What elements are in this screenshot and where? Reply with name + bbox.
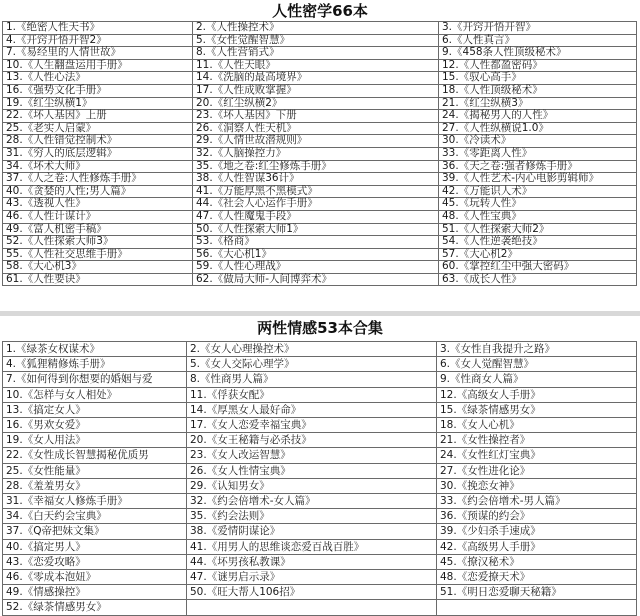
book-title-cell: 13.《人性心法》 — [3, 72, 193, 85]
book-title-cell: 25.《女性能量》 — [3, 463, 187, 478]
book-title-cell: 36.《天之卷:强者修炼手册》 — [439, 160, 637, 173]
table-row — [3, 478, 637, 493]
table-row — [3, 494, 637, 509]
book-title-cell: 29.《认知男女》 — [187, 478, 437, 493]
table-row — [3, 236, 637, 249]
book-title-cell: 48.《恋爱撩天术》 — [437, 570, 637, 585]
book-title-cell: 30.《冷读术》 — [439, 135, 637, 148]
book-title-cell: 16.《男欢女爱》 — [3, 418, 187, 433]
book-title-cell: 32.《人脑操控力》 — [193, 147, 439, 160]
book-title-cell: 23.《坏人基因》下册 — [193, 110, 439, 123]
book-title-cell: 30.《挽恋女神》 — [437, 478, 637, 493]
book-title-cell: 10.《人生翻盘运用手册》 — [3, 59, 193, 72]
book-list-table-relationships — [2, 341, 637, 616]
book-title-cell: 28.《人性错觉控制术》 — [3, 135, 193, 148]
book-title-cell: 12.《人性都盈密码》 — [439, 59, 637, 72]
book-title-cell: 49.《情感操控》 — [3, 585, 187, 600]
book-title-cell: 11.《人性天眼》 — [193, 59, 439, 72]
book-title-cell: 2.《人性操控术》 — [193, 22, 439, 35]
book-title-cell: 9.《458条人性顶级秘术》 — [439, 47, 637, 60]
book-title-cell: 41.《万能厚黑不黑模式》 — [193, 185, 439, 198]
book-title-cell: 56.《大心机1》 — [193, 248, 439, 261]
book-title-cell: 7.《如何得到你想要的婚姻与爱 — [3, 372, 187, 387]
book-title-cell: 42.《高级男人手册》 — [437, 539, 637, 554]
book-title-cell: 4.《开窍开悟开智2》 — [3, 34, 193, 47]
book-title-cell: 15.《驭心高手》 — [439, 72, 637, 85]
section-title-human-nature: 人性密学66本 — [272, 2, 368, 20]
table-row — [3, 342, 637, 357]
book-title-cell — [437, 600, 637, 615]
table-row — [3, 600, 637, 615]
table-row — [3, 59, 637, 72]
section-title-relationships: 两性情感53本合集 — [257, 319, 383, 337]
book-title-cell: 47.《谜男启示录》 — [187, 570, 437, 585]
book-title-cell: 32.《约会倍增术-女人篇》 — [187, 494, 437, 509]
book-title-cell: 10.《怎样与女人相处》 — [3, 387, 187, 402]
book-title-cell: 41.《用男人的思维谈恋爱百战百胜》 — [187, 539, 437, 554]
book-title-cell: 34.《白天约会宝典》 — [3, 509, 187, 524]
book-title-cell: 63.《成长人性》 — [439, 273, 637, 286]
book-title-cell: 14.《洗脑的最高境界》 — [193, 72, 439, 85]
book-title-cell: 35.《地之卷:红尘修炼手册》 — [193, 160, 439, 173]
book-title-cell: 52.《绿茶情感男女》 — [3, 600, 187, 615]
book-title-cell: 24.《揭秘男人的人性》 — [439, 110, 637, 123]
book-title-cell: 31.《穷人的底层逻辑》 — [3, 147, 193, 160]
section-divider — [0, 311, 640, 316]
book-title-cell: 27.《女性进化论》 — [437, 463, 637, 478]
book-title-cell: 62.《做局大师-人间博弈术》 — [193, 273, 439, 286]
table-row — [3, 585, 637, 600]
book-title-cell: 40.《搞定男人》 — [3, 539, 187, 554]
table-row — [3, 448, 637, 463]
book-title-cell: 24.《女性红灯宝典》 — [437, 448, 637, 463]
book-title-cell: 52.《人性探索大师3》 — [3, 236, 193, 249]
book-title-cell: 6.《人性真言》 — [439, 34, 637, 47]
book-title-cell: 55.《人性社交思维手册》 — [3, 248, 193, 261]
book-title-cell: 60.《掌控红尘中强大密码》 — [439, 261, 637, 274]
book-title-cell: 5.《女人交际心理学》 — [187, 357, 437, 372]
book-title-cell: 33.《零距离人性》 — [439, 147, 637, 160]
book-title-cell: 5.《女性觉醒智慧》 — [193, 34, 439, 47]
book-title-cell: 11.《俘获女配》 — [187, 387, 437, 402]
table-row — [3, 210, 637, 223]
book-title-cell: 42.《万能识人术》 — [439, 185, 637, 198]
book-title-cell — [187, 600, 437, 615]
book-title-cell: 46.《人性计谋计》 — [3, 210, 193, 223]
table-row — [3, 554, 637, 569]
book-title-cell: 39.《少妇杀手速成》 — [437, 524, 637, 539]
book-title-cell: 44.《坏男孩私教课》 — [187, 554, 437, 569]
book-title-cell: 3.《开窍开悟开智》 — [439, 22, 637, 35]
book-title-cell: 23.《女人改运智慧》 — [187, 448, 437, 463]
table-row — [3, 160, 637, 173]
book-title-cell: 51.《人性探索大师2》 — [439, 223, 637, 236]
table-row — [3, 248, 637, 261]
book-title-cell: 20.《红尘纵横2》 — [193, 97, 439, 110]
book-title-cell: 13.《搞定女人》 — [3, 402, 187, 417]
table-row — [3, 223, 637, 236]
table-row — [3, 261, 637, 274]
table-row — [3, 173, 637, 186]
book-title-cell: 59.《人性心理战》 — [193, 261, 439, 274]
book-title-cell: 50.《旺大帮人106招》 — [187, 585, 437, 600]
book-title-cell: 33.《约会倍增术-男人篇》 — [437, 494, 637, 509]
table-row — [3, 387, 637, 402]
book-title-cell: 47.《人性魔鬼手段》 — [193, 210, 439, 223]
book-title-cell: 51.《明日恋爱聊天秘籍》 — [437, 585, 637, 600]
book-title-cell: 58.《大心机3》 — [3, 261, 193, 274]
table-row — [3, 509, 637, 524]
book-title-cell: 28.《羞羞男女》 — [3, 478, 187, 493]
book-title-cell: 21.《女性操控者》 — [437, 433, 637, 448]
book-title-cell: 17.《人性成败掌握》 — [193, 84, 439, 97]
book-title-cell: 6.《女人觉醒智慧》 — [437, 357, 637, 372]
table-row — [3, 463, 637, 478]
table-row — [3, 198, 637, 211]
book-title-cell: 22.《坏人基因》上册 — [3, 110, 193, 123]
table-row — [3, 539, 637, 554]
book-title-cell: 26.《洞察人性天机》 — [193, 122, 439, 135]
book-title-cell: 46.《零成本泡妞》 — [3, 570, 187, 585]
book-title-cell: 3.《女性自我提升之路》 — [437, 342, 637, 357]
book-title-cell: 17.《女人恋爱幸福宝典》 — [187, 418, 437, 433]
book-title-cell: 38.《爱情阴谋论》 — [187, 524, 437, 539]
book-title-cell: 20.《女王秘籍与必杀技》 — [187, 433, 437, 448]
book-title-cell: 45.《撩汉秘术》 — [437, 554, 637, 569]
book-title-cell: 44.《社会人心运作手册》 — [193, 198, 439, 211]
book-title-cell: 8.《人性营销式》 — [193, 47, 439, 60]
book-title-cell: 43.《透视人性》 — [3, 198, 193, 211]
table-row — [3, 433, 637, 448]
book-title-cell: 18.《女人心机》 — [437, 418, 637, 433]
book-title-cell: 61.《人性要诀》 — [3, 273, 193, 286]
table-row — [3, 122, 637, 135]
book-title-cell: 12.《高级女人手册》 — [437, 387, 637, 402]
table-row — [3, 97, 637, 110]
book-list-table-human-nature — [2, 21, 637, 286]
book-title-cell: 4.《狐狸精修炼手册》 — [3, 357, 187, 372]
book-title-cell: 43.《恋爱攻略》 — [3, 554, 187, 569]
table-row — [3, 22, 637, 35]
book-title-cell: 25.《老实人启蒙》 — [3, 122, 193, 135]
table-row — [3, 110, 637, 123]
book-title-cell: 15.《绿茶情感男女》 — [437, 402, 637, 417]
book-title-cell: 37.《人之卷:人性修炼手册》 — [3, 173, 193, 186]
book-title-cell: 14.《厚黑女人最好命》 — [187, 402, 437, 417]
book-title-cell: 31.《幸福女人修炼手册》 — [3, 494, 187, 509]
book-title-cell: 37.《Q帝把妹文集》 — [3, 524, 187, 539]
book-title-cell: 19.《红尘纵横1》 — [3, 97, 193, 110]
table-row — [3, 372, 637, 387]
book-title-cell: 48.《人性宝典》 — [439, 210, 637, 223]
book-title-cell: 40.《贪婪的人性;男人篇》 — [3, 185, 193, 198]
book-title-cell: 36.《预谋的约会》 — [437, 509, 637, 524]
table-row — [3, 524, 637, 539]
book-title-cell: 1.《绝密人性天书》 — [3, 22, 193, 35]
table-row — [3, 135, 637, 148]
book-title-cell: 21.《红尘纵横3》 — [439, 97, 637, 110]
book-title-cell: 53.《格商》 — [193, 236, 439, 249]
book-title-cell: 2.《女人心理操控术》 — [187, 342, 437, 357]
table-row — [3, 418, 637, 433]
book-title-cell: 22.《女性成长智慧揭秘优质男 — [3, 448, 187, 463]
book-title-cell: 50.《人性探索大师1》 — [193, 223, 439, 236]
book-title-cell: 45.《玩转人性》 — [439, 198, 637, 211]
table-row — [3, 34, 637, 47]
book-title-cell: 19.《女人用法》 — [3, 433, 187, 448]
book-title-cell: 16.《强势文化手册》 — [3, 84, 193, 97]
book-title-cell: 49.《富人机密手稿》 — [3, 223, 193, 236]
book-title-cell: 54.《人性逆袭绝技》 — [439, 236, 637, 249]
book-title-cell: 38.《人性智谋36计》 — [193, 173, 439, 186]
table-row — [3, 47, 637, 60]
book-title-cell: 35.《约会法则》 — [187, 509, 437, 524]
table-row — [3, 273, 637, 286]
book-title-cell: 1.《绿茶女权谋术》 — [3, 342, 187, 357]
book-title-cell: 26.《女人性情宝典》 — [187, 463, 437, 478]
book-title-cell: 8.《性商男人篇》 — [187, 372, 437, 387]
book-title-cell: 27.《人性纵横说1.0》 — [439, 122, 637, 135]
book-title-cell: 18.《人性顶级秘术》 — [439, 84, 637, 97]
table-row — [3, 185, 637, 198]
book-title-cell: 7.《易经里的人情世故》 — [3, 47, 193, 60]
table-row — [3, 402, 637, 417]
table-row — [3, 357, 637, 372]
table-row — [3, 72, 637, 85]
book-title-cell: 57.《大心机2》 — [439, 248, 637, 261]
book-title-cell: 29.《人情世故潜规则》 — [193, 135, 439, 148]
book-title-cell: 9.《性商女人篇》 — [437, 372, 637, 387]
book-title-cell: 39.《人性艺术-内心电影剪辑师》 — [439, 173, 637, 186]
table-row — [3, 147, 637, 160]
table-row — [3, 570, 637, 585]
table-row — [3, 84, 637, 97]
book-title-cell: 34.《坏术大师》 — [3, 160, 193, 173]
